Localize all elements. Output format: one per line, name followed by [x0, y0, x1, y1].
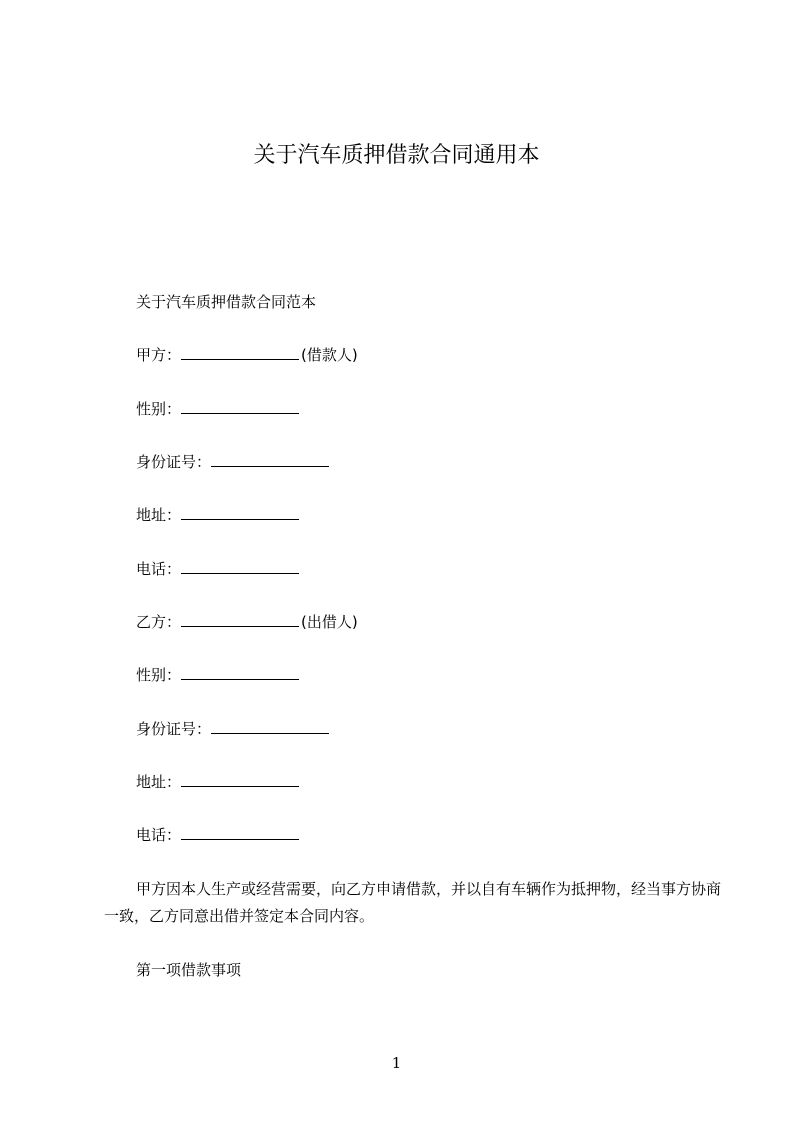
party-b-name-blank	[181, 612, 299, 627]
party-b-address-line	[136, 772, 301, 792]
party-a-name-blank	[181, 345, 299, 360]
party-b-line	[136, 612, 358, 632]
party-a-address-blank	[181, 505, 299, 520]
section-heading: 第一项借款事项	[136, 961, 242, 979]
party-a-phone-label: 电话：	[136, 560, 182, 578]
party-b-address-blank	[181, 772, 299, 787]
party-b-role: (出借人)	[301, 613, 358, 631]
party-a-address-line	[136, 505, 301, 525]
party-b-id-blank	[211, 719, 329, 734]
intro-paragraph-text: 甲方因本人生产或经营需要，向乙方申请借款，并以自有车辆作为抵押物，经当事方协商一致，乙方同意出借并签定本合同内容。	[104, 880, 722, 925]
document-title: 关于汽车质押借款合同通用本	[253, 143, 540, 168]
party-b-gender-line	[136, 665, 301, 685]
party-b-phone-blank	[181, 825, 299, 840]
party-b-gender-label: 性别：	[136, 666, 182, 684]
party-a-address-label: 地址：	[136, 506, 182, 524]
intro-paragraph	[104, 876, 724, 930]
party-a-gender-line	[136, 399, 301, 419]
party-b-id-line	[136, 719, 331, 739]
party-b-label: 乙方：	[136, 613, 182, 631]
party-a-gender-blank	[181, 399, 299, 414]
party-a-label: 甲方：	[136, 346, 182, 364]
party-b-id-label: 身份证号：	[136, 720, 212, 738]
party-a-phone-blank	[181, 559, 299, 574]
party-a-id-label: 身份证号：	[136, 453, 212, 471]
party-b-phone-line	[136, 825, 301, 845]
party-b-address-label: 地址：	[136, 773, 182, 791]
party-a-gender-label: 性别：	[136, 400, 182, 418]
party-b-phone-label: 电话：	[136, 826, 182, 844]
party-b-gender-blank	[181, 665, 299, 680]
page-number: 1	[391, 1054, 402, 1072]
party-a-role: (借款人)	[301, 346, 358, 364]
party-a-id-line	[136, 452, 331, 472]
party-a-phone-line	[136, 559, 301, 579]
contract-subtitle: 关于汽车质押借款合同范本	[136, 293, 317, 311]
party-a-id-blank	[211, 452, 329, 467]
party-a-line	[136, 345, 358, 365]
